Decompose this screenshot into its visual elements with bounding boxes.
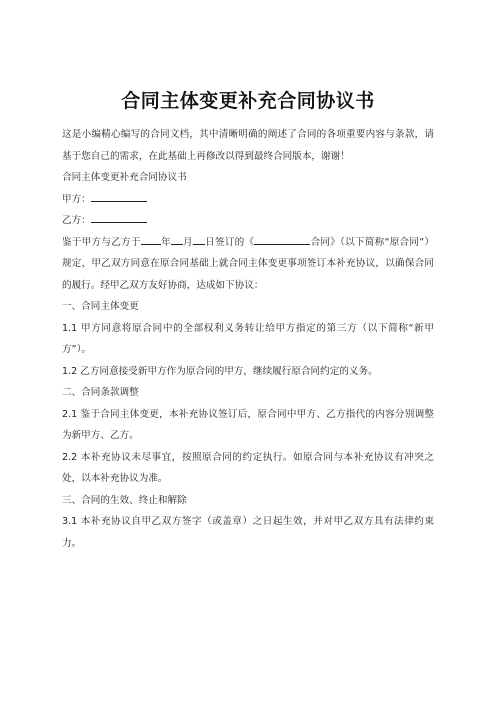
clause-paragraph: 1.2 乙方同意接受新甲方作为原合同的甲方，继续履行原合同约定的义务。	[62, 365, 378, 377]
preamble-part1: 鉴于甲方与乙方于	[62, 236, 141, 248]
clause-paragraph: 3.1 本补充协议自甲乙双方签字（或盖章）之日起生效，并对甲乙双方具有法律约束力。	[62, 516, 434, 549]
preamble-part5: 合同》（以下简称“原合同”）规定，甲乙双方同意在原合同基础上就合同主体变更事项签订本补充协议，以确保合同的履行。经甲乙双方友好协商，达成如下协议：	[62, 236, 435, 291]
year-blank	[141, 233, 161, 245]
document-subtitle: 合同主体变更补充合同协议书	[62, 172, 187, 183]
intro-paragraph: 这是小编精心编写的合同文档，其中清晰明确的阐述了合同的各项重要内容与条款，请基于您自己的需求，在此基础上再修改以得到最终合同版本，谢谢！	[62, 129, 434, 162]
clause-paragraph: 2.2 本补充协议未尽事宜，按照原合同的约定执行。如原合同与本补充协议有冲突之处，以本补充协议为准。	[62, 451, 434, 484]
party-b-line	[62, 210, 434, 232]
section-heading: 一、合同主体变更	[62, 301, 139, 312]
party-b-blank	[91, 211, 147, 223]
party-a-blank	[91, 190, 147, 202]
section-heading: 三、合同的生效、终止和解除	[62, 494, 187, 506]
preamble-part2: 年	[160, 236, 171, 248]
section-heading: 二、合同条款调整	[62, 387, 139, 398]
month-blank	[171, 233, 183, 245]
party-b-label: 乙方：	[62, 215, 91, 226]
document-body	[62, 124, 434, 554]
clause-paragraph: 2.1 鉴于合同主体变更，本补充协议签订后，原合同中甲方、乙方指代的内容分别调整为新甲方、乙方。	[62, 408, 434, 441]
contract-name-blank	[254, 233, 310, 245]
day-blank	[193, 233, 205, 245]
preamble-part3: 月	[182, 236, 193, 248]
preamble-part4: 日签订的《	[204, 236, 255, 248]
preamble-paragraph	[62, 232, 434, 297]
party-a-line	[62, 189, 434, 211]
clause-paragraph: 1.1 甲方同意将原合同中的全部权利义务转让给甲方指定的第三方（以下简称“新甲方”）。	[62, 322, 434, 355]
party-a-label: 甲方：	[62, 193, 91, 205]
document-title: 合同主体变更补充合同协议书	[121, 90, 375, 112]
